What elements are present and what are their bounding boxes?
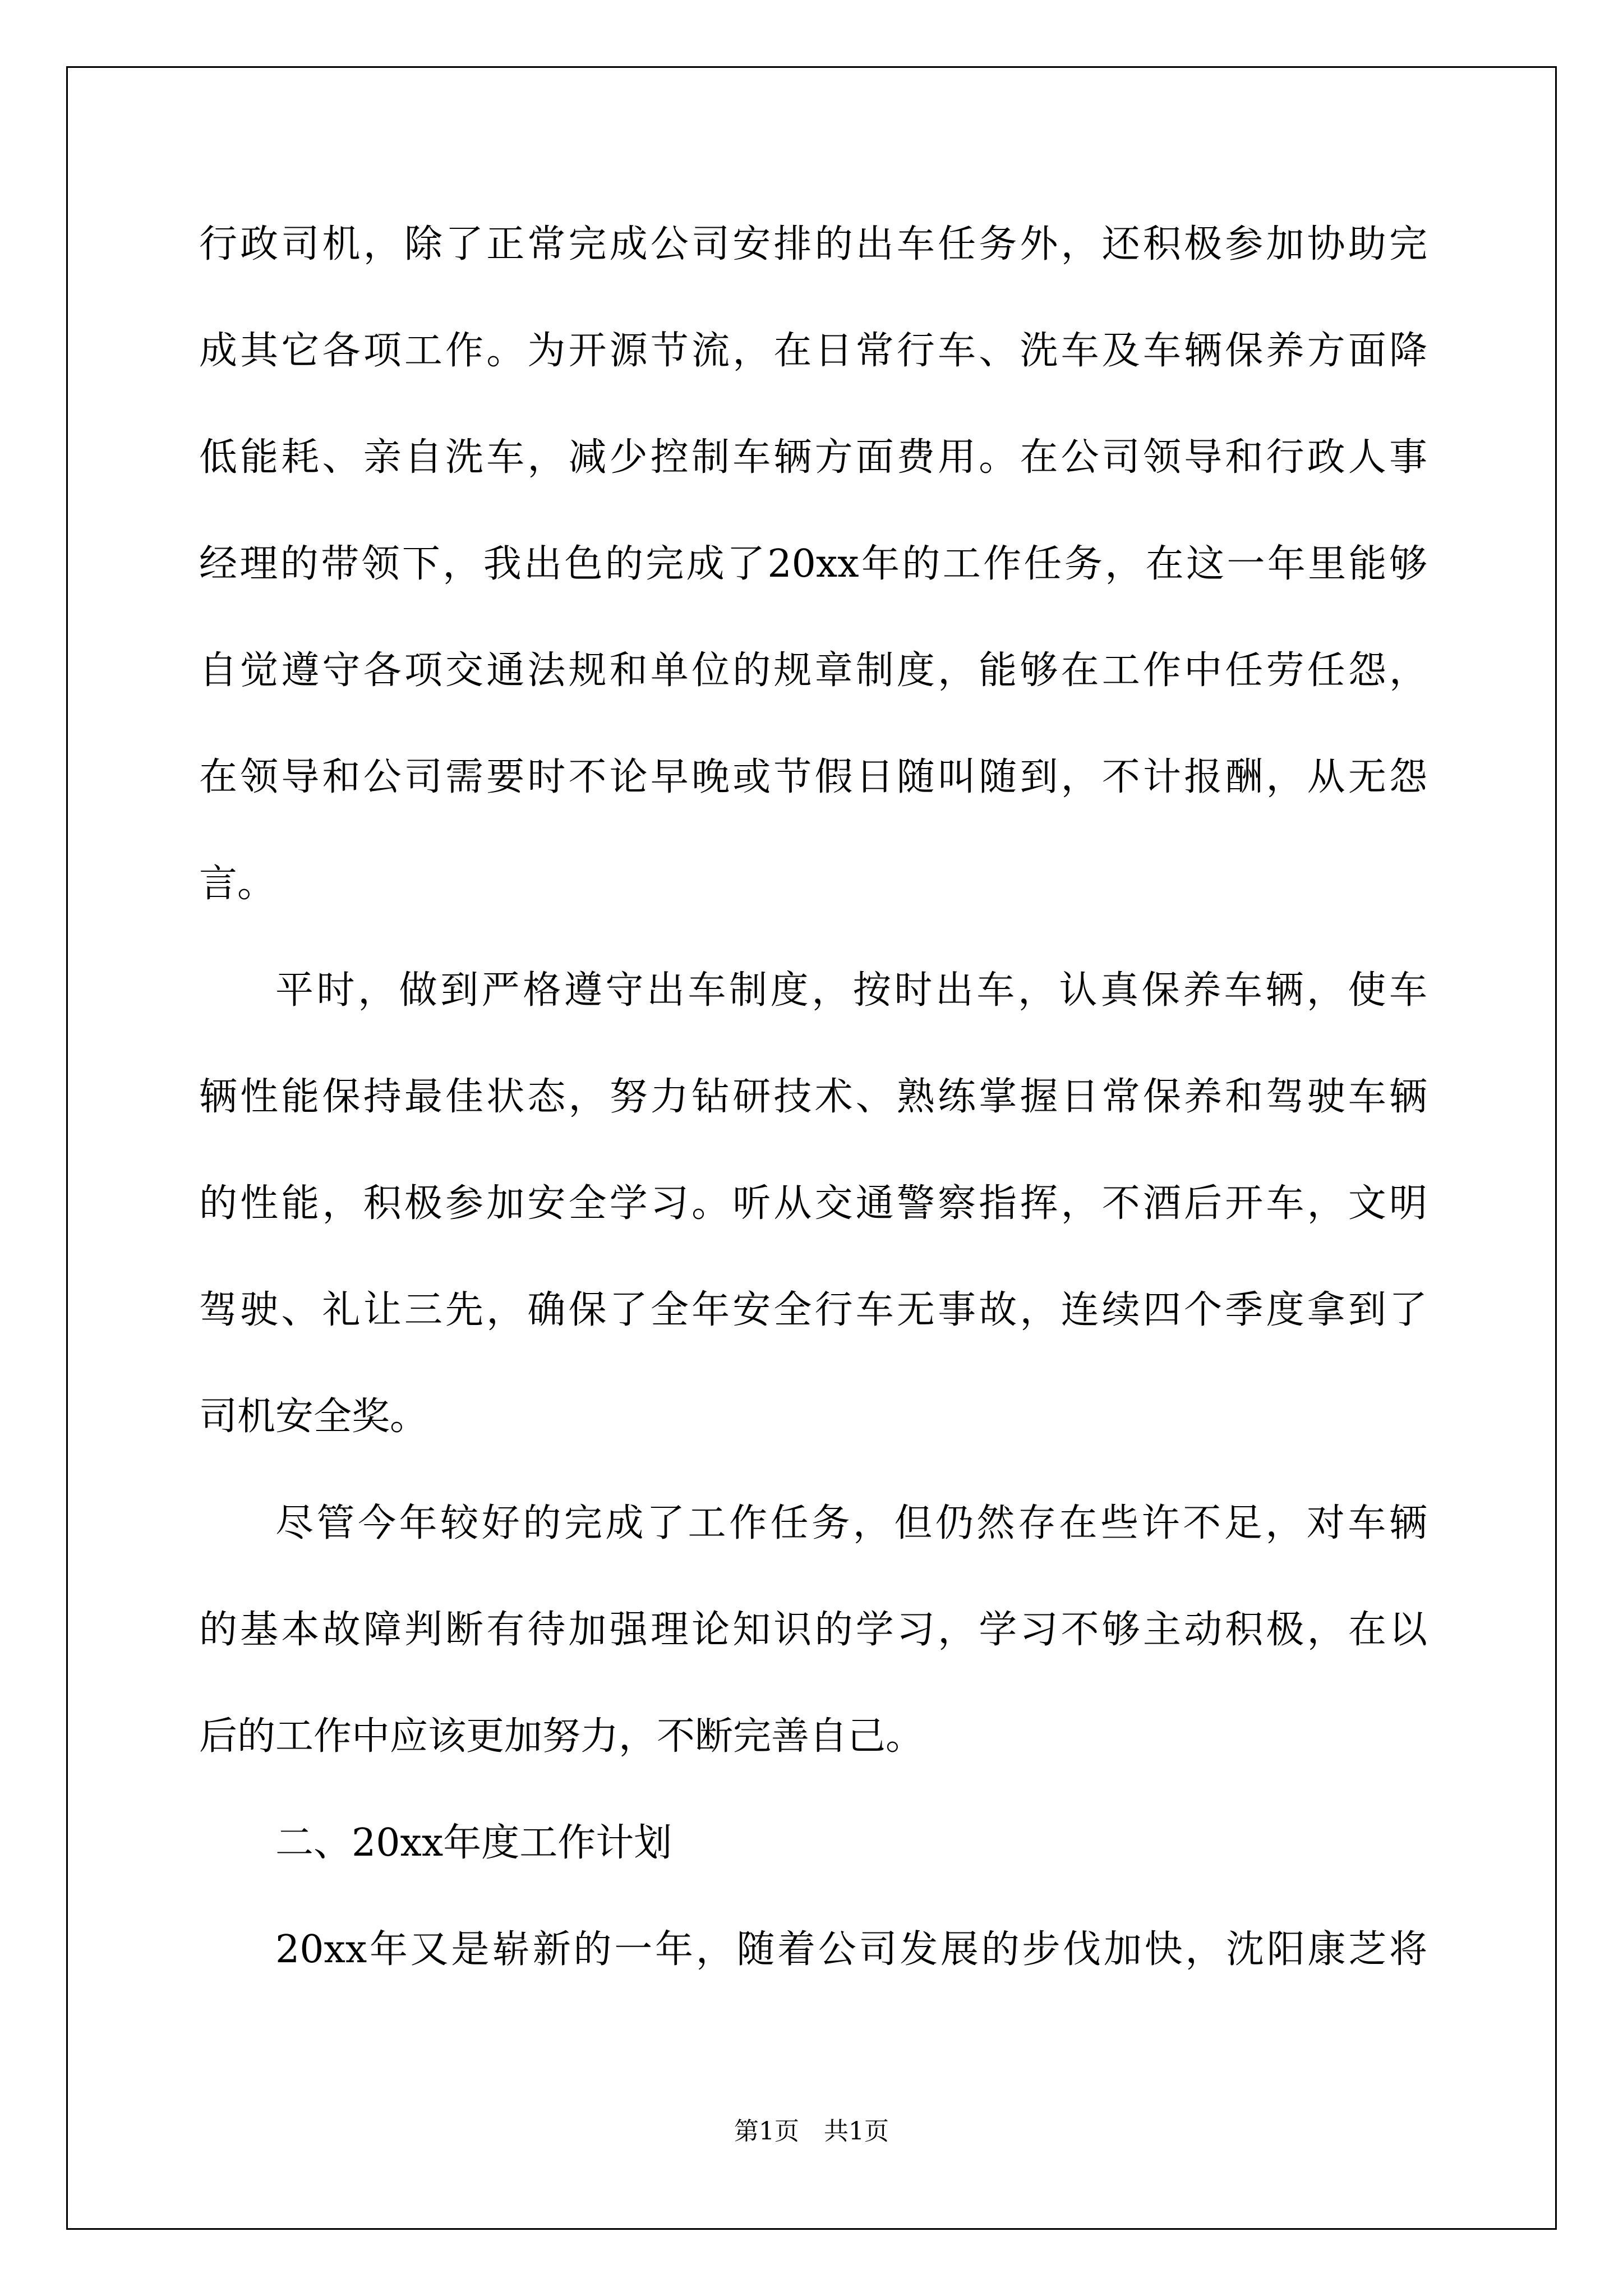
text-line: 言。	[199, 862, 276, 906]
text-line: 司机安全奖。	[199, 1395, 428, 1439]
text-line: 行政司机，除了正常完成公司安排的出车任务外，还积极参加协助完	[199, 222, 1427, 266]
text-line: 成其它各项工作。为开源节流，在日常行车、洗车及车辆保养方面降	[199, 329, 1427, 373]
text-line: 辆性能保持最佳状态，努力钻研技术、熟练掌握日常保养和驾驶车辆	[199, 1075, 1427, 1119]
text-line: 20xx年又是崭新的一年，随着公司发展的步伐加快，沈阳康芝将	[275, 1927, 1427, 1972]
text-line: 自觉遵守各项交通法规和单位的规章制度，能够在工作中任劳任怨，	[199, 648, 1427, 693]
text-line: 平时，做到严格遵守出车制度，按时出车，认真保养车辆，使车	[275, 968, 1427, 1013]
text-line: 后的工作中应该更加努力，不断完善自己。	[199, 1714, 924, 1759]
document-body	[199, 218, 1427, 2030]
text-line: 驾驶、礼让三先，确保了全年安全行车无事故，连续四个季度拿到了	[199, 1288, 1427, 1332]
text-line: 的性能，积极参加安全学习。听从交通警察指挥，不酒后开车，文明	[199, 1181, 1427, 1226]
text-line: 经理的带领下，我出色的完成了20xx年的工作任务，在这一年里能够	[199, 542, 1427, 586]
text-line: 尽管今年较好的完成了工作任务，但仍然存在些许不足，对车辆	[275, 1501, 1427, 1545]
text-line: 在领导和公司需要时不论早晚或节假日随叫随到，不计报酬，从无怨	[199, 755, 1427, 799]
text-line: 的基本故障判断有待加强理论知识的学习，学习不够主动积极，在以	[199, 1608, 1427, 1652]
text-line: 低能耗、亲自洗车，减少控制车辆方面费用。在公司领导和行政人事	[199, 435, 1427, 480]
section-heading: 二、20xx年度工作计划	[275, 1821, 672, 1865]
page-footer: 第1页 共1页	[734, 2117, 889, 2146]
